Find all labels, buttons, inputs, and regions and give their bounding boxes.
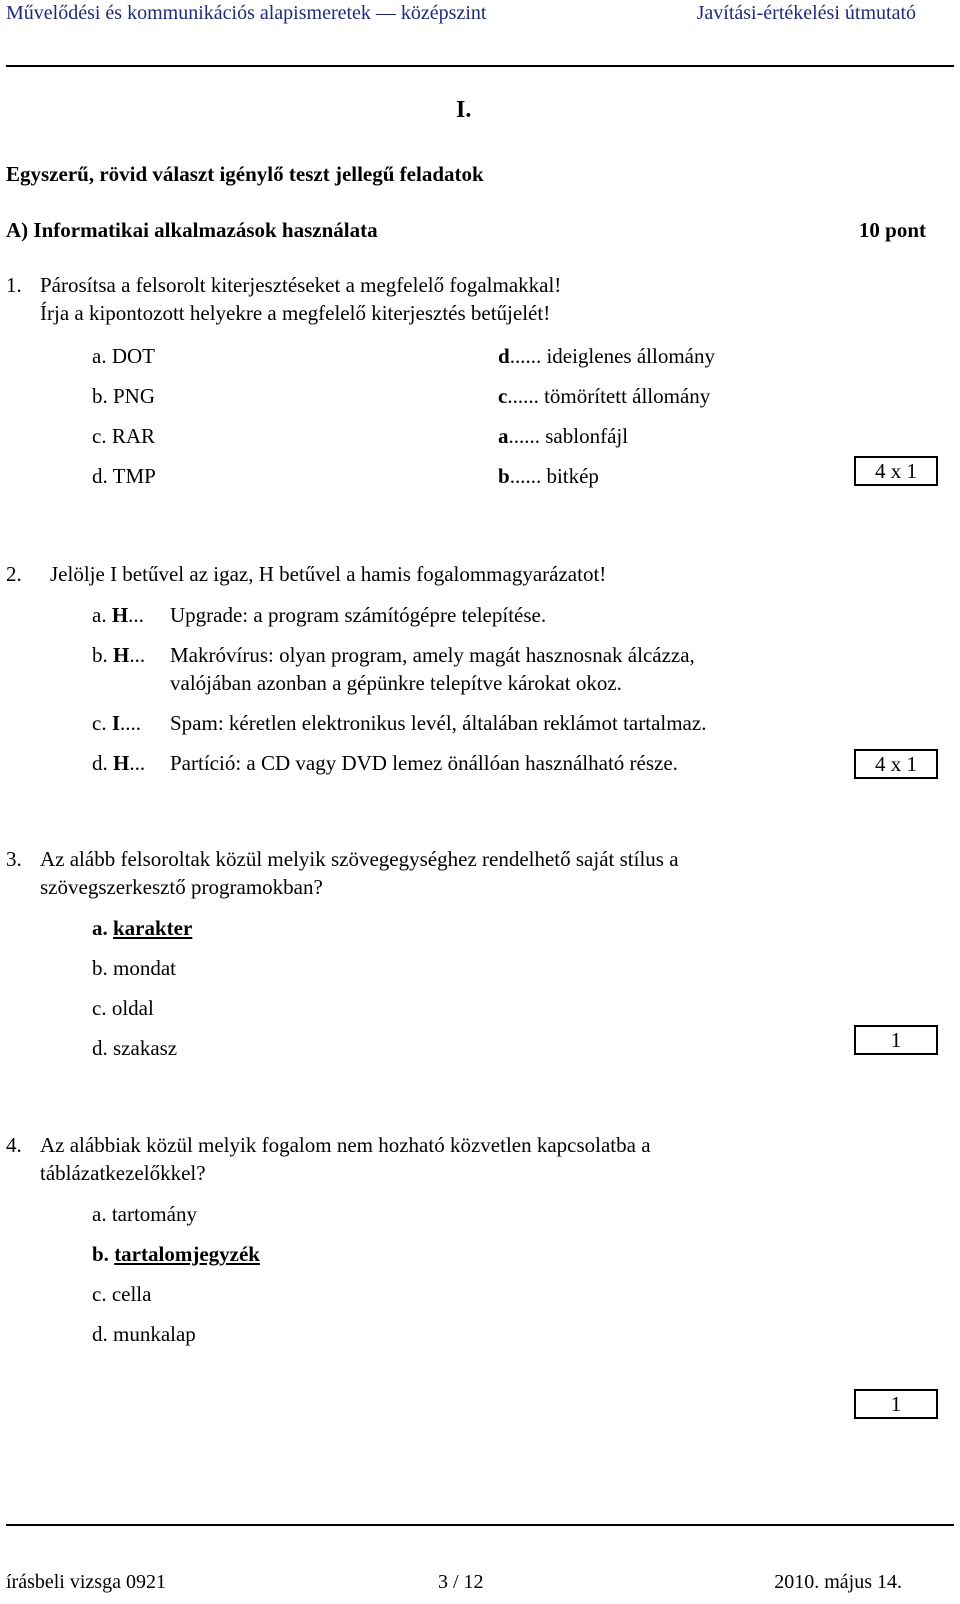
q4-number: 4. (6, 1133, 22, 1157)
q2-item: b. H... (92, 643, 146, 667)
header-left: Művelődési és kommunikációs alapismeretek — középszint (6, 2, 487, 24)
q1-right-item: c...... tömörített állomány (498, 384, 711, 408)
q4-score-box: 1 (854, 1389, 938, 1419)
q2-item-text: Makróvírus: olyan program, amely magát hasznosnak álcázza, (170, 643, 695, 667)
q3-option: d. szakasz (92, 1036, 178, 1060)
page-number: 3 / 12 (438, 1571, 484, 1593)
part-a-title: A) Informatikai alkalmazások használata (6, 218, 378, 242)
q2-item-text: Upgrade: a program számítógépre telepítése. (170, 603, 547, 627)
q2-answer: H (113, 643, 130, 667)
q1-question-line2: Írja a kipontozott helyekre a megfelelő kiterjesztés betűjelét! (40, 301, 551, 325)
q3-number: 3. (6, 847, 22, 871)
q1-number: 1. (6, 273, 22, 297)
q2-question: Jelölje I betűvel az igaz, H betűvel a hamis fogalommagyarázatot! (50, 562, 607, 586)
q3-option: c. oldal (92, 996, 154, 1020)
q1-right-item: b...... bitkép (498, 464, 599, 488)
q1-score-box: 4 x 1 (854, 456, 938, 486)
footer-rule (6, 1524, 954, 1526)
q3-question-line2: szövegszerkesztő programokban? (40, 875, 323, 899)
q4-question-line2: táblázatkezelőkkel? (40, 1161, 206, 1185)
q2-item: d. H... (92, 751, 146, 775)
q1-left-item: d. TMP (92, 464, 156, 488)
q2-number: 2. (6, 562, 22, 586)
q2-answer: H (113, 751, 130, 775)
q1-answer: c (498, 384, 508, 408)
q3-option-correct: a. karakter (92, 916, 193, 940)
section-title: I. (456, 97, 472, 123)
q1-answer: a (498, 424, 509, 448)
q2-item-text: Partíció: a CD vagy DVD lemez önállóan használható része. (170, 751, 678, 775)
q3-question-line1: Az alább felsoroltak közül melyik szövegegységhez rendelhető saját stílus a (40, 847, 679, 871)
q1-left-item: c. RAR (92, 424, 156, 448)
header-rule (6, 65, 954, 67)
q2-item-text: Spam: kéretlen elektronikus levél, általában reklámot tartalmaz. (170, 711, 707, 735)
q1-right-item: d...... ideiglenes állomány (498, 344, 715, 368)
part-a-points: 10 pont (858, 218, 926, 242)
q1-left-item: a. DOT (92, 344, 155, 368)
q2-item: a. H... (92, 603, 144, 627)
q1-answer: b (498, 464, 510, 488)
q4-option: d. munkalap (92, 1322, 196, 1346)
q4-question-line1: Az alábbiak közül melyik fogalom nem hozható közvetlen kapcsolatba a (40, 1133, 651, 1157)
q4-option: c. cella (92, 1282, 152, 1306)
footer-left: írásbeli vizsga 0921 (6, 1571, 166, 1593)
q1-right-item: a...... sablonfájl (498, 424, 629, 448)
q2-answer: H (111, 603, 129, 627)
q1-question-line1: Párosítsa a felsorolt kiterjesztéseket a megfelelő fogalmakkal! (40, 273, 562, 297)
q3-score-box: 1 (854, 1025, 938, 1055)
q4-option: a. tartomány (92, 1202, 197, 1226)
q1-answer: d (498, 344, 510, 368)
q2-score-box: 4 x 1 (854, 749, 938, 779)
footer-right: 2010. május 14. (774, 1571, 902, 1593)
header-right: Javítási-értékelési útmutató (696, 2, 916, 24)
q3-option: b. mondat (92, 956, 176, 980)
subtitle: Egyszerű, rövid választ igénylő teszt jellegű feladatok (6, 162, 484, 186)
q2-item-text-cont: valójában azonban a gépünkre telepítve károkat okoz. (170, 671, 622, 695)
q4-option-correct: b. tartalomjegyzék (92, 1242, 260, 1266)
q1-left-item: b. PNG (92, 384, 156, 408)
q2-item: c. I.... (92, 711, 142, 735)
q2-answer: I (111, 711, 121, 735)
